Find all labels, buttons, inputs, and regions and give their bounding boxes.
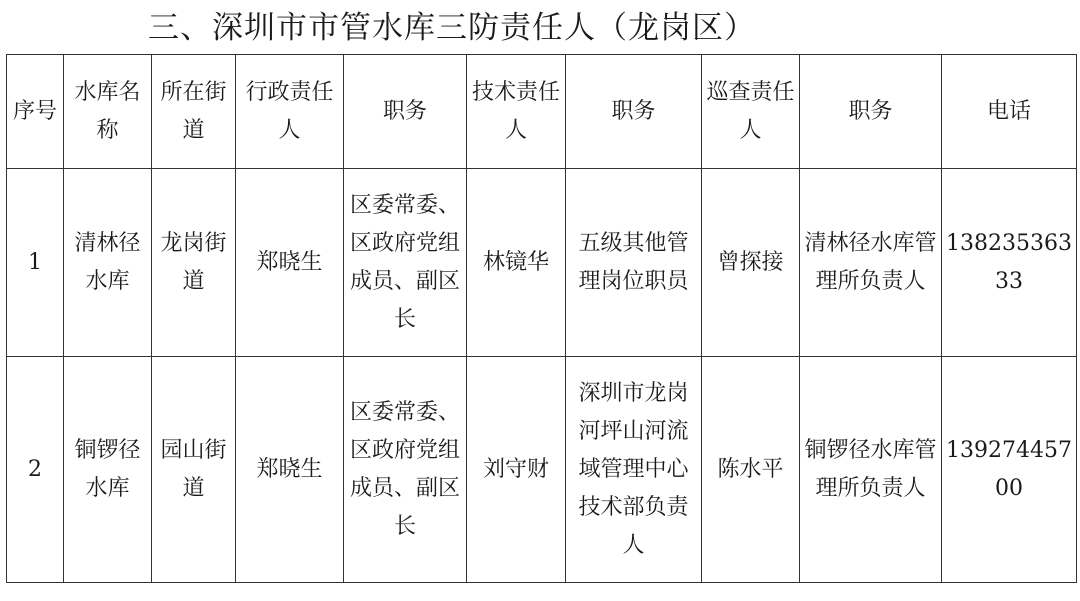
header-street: 所在街道 — [152, 55, 236, 169]
cell-admin-post: 区委常委、区政府党组成员、副区长 — [344, 357, 467, 583]
cell-admin: 郑晓生 — [236, 357, 344, 583]
cell-street: 龙岗街道 — [152, 169, 236, 357]
cell-tech: 林镜华 — [467, 169, 566, 357]
cell-seq: 2 — [7, 357, 64, 583]
cell-tech-post: 深圳市龙岗河坪山河流域管理中心技术部负责人 — [566, 357, 702, 583]
cell-patrol: 曾探接 — [702, 169, 800, 357]
cell-seq: 1 — [7, 169, 64, 357]
header-tech: 技术责任人 — [467, 55, 566, 169]
header-reservoir: 水库名称 — [64, 55, 152, 169]
cell-reservoir: 清林径水库 — [64, 169, 152, 357]
header-admin-post: 职务 — [344, 55, 467, 169]
cell-reservoir: 铜锣径水库 — [64, 357, 152, 583]
table-row — [7, 357, 1077, 583]
header-seq: 序号 — [7, 55, 64, 169]
table-row — [7, 169, 1077, 357]
cell-admin: 郑晓生 — [236, 169, 344, 357]
header-admin: 行政责任人 — [236, 55, 344, 169]
page-title: 三、深圳市市管水库三防责任人（龙岗区） — [148, 10, 756, 46]
header-tech-post: 职务 — [566, 55, 702, 169]
cell-admin-post: 区委常委、区政府党组成员、副区长 — [344, 169, 467, 357]
cell-phone: 13823536333 — [942, 169, 1077, 357]
cell-tech: 刘守财 — [467, 357, 566, 583]
cell-phone: 13927445700 — [942, 357, 1077, 583]
table-header-row — [7, 55, 1077, 169]
cell-tech-post: 五级其他管理岗位职员 — [566, 169, 702, 357]
header-phone: 电话 — [942, 55, 1077, 169]
header-patrol-post: 职务 — [800, 55, 942, 169]
responsibility-table — [6, 54, 1077, 583]
cell-patrol-post: 清林径水库管理所负责人 — [800, 169, 942, 357]
cell-street: 园山街道 — [152, 357, 236, 583]
cell-patrol: 陈水平 — [702, 357, 800, 583]
cell-patrol-post: 铜锣径水库管理所负责人 — [800, 357, 942, 583]
header-patrol: 巡查责任人 — [702, 55, 800, 169]
